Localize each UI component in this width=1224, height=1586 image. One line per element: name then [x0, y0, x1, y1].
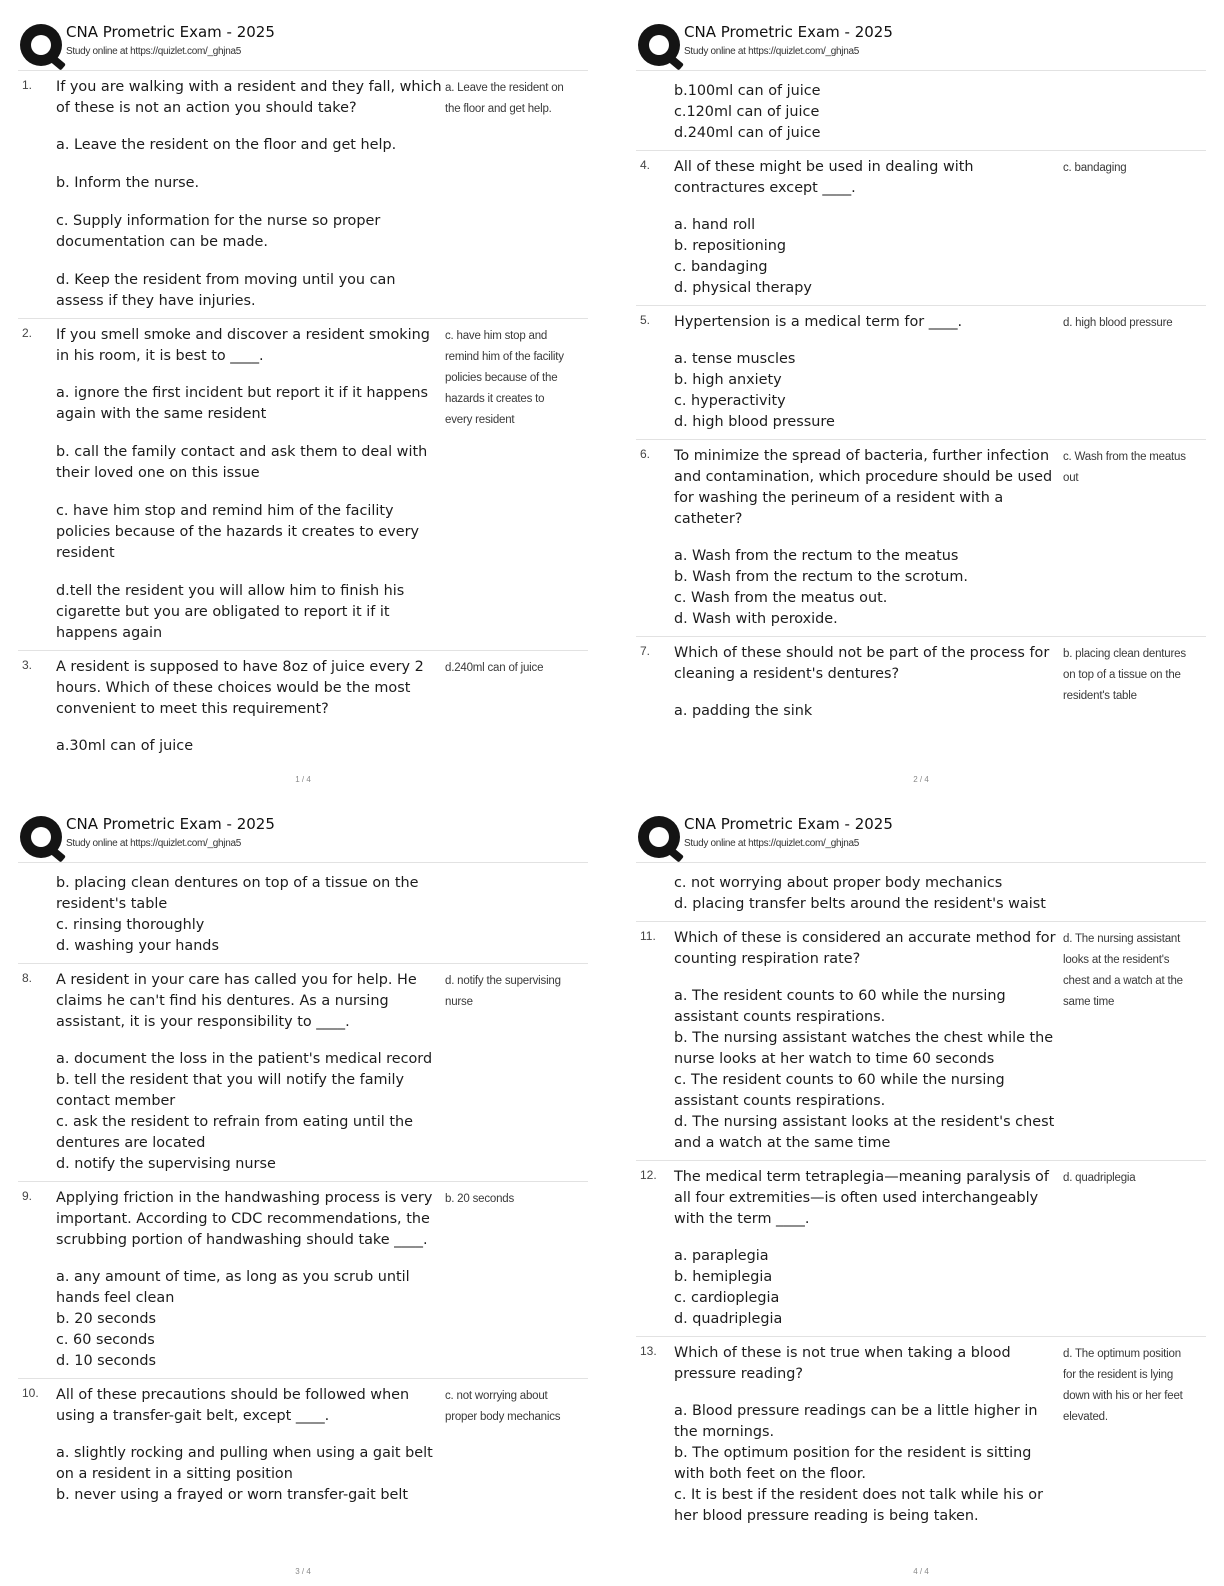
correct-answer: d. quadriplegia	[1063, 1172, 1136, 1184]
correct-answer: c. Wash from the meatus out	[1063, 451, 1186, 484]
answer-option: a. document the loss in the patient's medical record	[56, 1051, 433, 1067]
question-card	[636, 1161, 1206, 1337]
answer-option: b. The nursing assistant watches the chest while the nurse looks at her watch to time 60 seconds	[674, 1030, 1054, 1067]
answer-option: a. padding the sink	[674, 703, 813, 719]
question-number: 2.	[22, 326, 33, 340]
document-page-2	[636, 18, 1224, 794]
page-header	[18, 18, 588, 71]
question-text: If you smell smoke and discover a resident smoking in his room, it is best to ____.	[56, 327, 430, 364]
question-text: Which of these is not true when taking a blood pressure reading?	[674, 1345, 1011, 1382]
question-text: Which of these is considered an accurate method for counting respiration rate?	[674, 930, 1056, 967]
correct-answer: c. have him stop and remind him of the facility policies because of the hazards it creates to every resident	[445, 330, 564, 426]
correct-answer: b. 20 seconds	[445, 1193, 515, 1205]
document-subtitle[interactable]: Study online at https://quizlet.com/_ghjna5	[66, 46, 241, 57]
answer-option: a. ignore the first incident but report it if it happens again with the same resident	[56, 385, 429, 422]
correct-answer: d. The nursing assistant looks at the resident's chest and a watch at the same time	[1063, 933, 1183, 1008]
answer-option: c. hyperactivity	[674, 393, 786, 409]
answer-option: d. physical therapy	[674, 280, 812, 296]
question-continuation	[636, 863, 1206, 922]
question-text: Which of these should not be part of the process for cleaning a resident's dentures?	[674, 645, 1050, 682]
answer-option: c. have him stop and remind him of the facility policies because of the hazards it creates to every resident	[56, 503, 419, 561]
answer-option: c. ask the resident to refrain from eating until the dentures are located	[56, 1114, 413, 1151]
question-text: The medical term tetraplegia—meaning paralysis of all four extremities—is often used interchangeably with the term ____.	[674, 1169, 1049, 1227]
question-text: Hypertension is a medical term for ____.	[674, 314, 963, 330]
answer-option: c. rinsing thoroughly	[56, 917, 205, 933]
question-text: A resident in your care has called you for help. He claims he can't find his dentures. As a nursing assistant, it is your responsibility to ____.	[56, 972, 417, 1030]
answer-option: b. call the family contact and ask them to deal with their loved one on this issue	[56, 444, 428, 481]
answer-option: b. Inform the nurse.	[56, 175, 200, 191]
question-text: All of these might be used in dealing with contractures except ____.	[674, 159, 974, 196]
document-subtitle[interactable]: Study online at https://quizlet.com/_ghjna5	[66, 838, 241, 849]
correct-answer: d. The optimum position for the resident is lying down with his or her feet elevated.	[1063, 1348, 1183, 1423]
question-card	[18, 651, 588, 763]
question-number: 12.	[640, 1168, 657, 1182]
question-card	[18, 1379, 588, 1512]
answer-option: d. Keep the resident from moving until you can assess if they have injuries.	[56, 272, 396, 309]
document-title: CNA Prometric Exam - 2025	[684, 23, 893, 41]
answer-option: d. washing your hands	[56, 938, 219, 954]
question-card	[636, 440, 1206, 637]
answer-option: b. The optimum position for the resident is sitting with both feet on the floor.	[674, 1445, 1032, 1482]
correct-answer: d. notify the supervising nurse	[445, 975, 561, 1008]
answer-option: c. cardioplegia	[674, 1290, 780, 1306]
answer-option: b. placing clean dentures on top of a tissue on the resident's table	[56, 875, 419, 912]
question-card	[18, 1182, 588, 1379]
question-number: 1.	[22, 78, 33, 92]
question-number: 5.	[640, 313, 651, 327]
answer-option: c. It is best if the resident does not talk while his or her blood pressure reading is being taken.	[674, 1487, 1043, 1524]
document-title: CNA Prometric Exam - 2025	[684, 815, 893, 833]
question-number: 4.	[640, 158, 651, 172]
question-number: 3.	[22, 658, 33, 672]
answer-option: b. never using a frayed or worn transfer-gait belt	[56, 1487, 408, 1503]
answer-option: a. Leave the resident on the floor and get help.	[56, 137, 397, 153]
question-card	[636, 922, 1206, 1161]
question-card	[636, 151, 1206, 306]
answer-option: c. not worrying about proper body mechanics	[674, 875, 1003, 891]
answer-option: c. bandaging	[674, 259, 768, 275]
document-title: CNA Prometric Exam - 2025	[66, 815, 275, 833]
answer-option: d.240ml can of juice	[674, 125, 821, 141]
answer-option: a. Blood pressure readings can be a little higher in the mornings.	[674, 1403, 1038, 1440]
correct-answer: d. high blood pressure	[1063, 317, 1173, 329]
document-subtitle[interactable]: Study online at https://quizlet.com/_ghjna5	[684, 838, 859, 849]
question-text: To minimize the spread of bacteria, further infection and contamination, which procedure should be used for washing the perineum of a resident with a catheter?	[674, 448, 1053, 527]
answer-option: c.120ml can of juice	[674, 104, 820, 120]
answer-option: b. Wash from the rectum to the scrotum.	[674, 569, 968, 585]
answer-option: b. 20 seconds	[56, 1311, 156, 1327]
answer-option: b. repositioning	[674, 238, 786, 254]
answer-option: a. tense muscles	[674, 351, 796, 367]
answer-option: d. placing transfer belts around the resident's waist	[674, 896, 1046, 912]
page-number: 4 / 4	[913, 1567, 929, 1576]
document-page-3	[18, 810, 608, 1586]
question-card	[18, 319, 588, 651]
question-continuation	[636, 71, 1206, 151]
question-number: 11.	[640, 929, 656, 943]
page-header	[636, 810, 1206, 863]
question-card	[636, 306, 1206, 440]
correct-answer: c. bandaging	[1063, 162, 1127, 174]
question-text: Applying friction in the handwashing process is very important. According to CDC recommendations, the scrubbing portion of handwashing should take ____.	[56, 1190, 433, 1248]
answer-option: a. any amount of time, as long as you scrub until hands feel clean	[56, 1269, 410, 1306]
answer-option: a.30ml can of juice	[56, 738, 194, 754]
question-number: 10.	[22, 1386, 39, 1400]
question-number: 13.	[640, 1344, 657, 1358]
answer-option: a. Wash from the rectum to the meatus	[674, 548, 959, 564]
answer-option: a. The resident counts to 60 while the nursing assistant counts respirations.	[674, 988, 1006, 1025]
page-number: 3 / 4	[295, 1567, 311, 1576]
page-number: 1 / 4	[295, 775, 311, 784]
quizlet-logo-icon	[638, 816, 680, 858]
question-card	[636, 1337, 1206, 1533]
question-number: 9.	[22, 1189, 33, 1203]
correct-answer: c. not worrying about proper body mechanics	[445, 1390, 561, 1423]
answer-option: d.tell the resident you will allow him to finish his cigarette but you are obligated to report it if it happens again	[56, 583, 405, 641]
quizlet-logo-icon	[638, 24, 680, 66]
question-continuation	[18, 863, 588, 964]
page-header	[18, 810, 588, 863]
correct-answer: d.240ml can of juice	[445, 662, 544, 674]
page-header	[636, 18, 1206, 71]
answer-option: a. hand roll	[674, 217, 756, 233]
answer-option: b. hemiplegia	[674, 1269, 773, 1285]
answer-option: d. quadriplegia	[674, 1311, 783, 1327]
question-text: If you are walking with a resident and they fall, which of these is not an action you should take?	[56, 79, 442, 116]
answer-option: b. tell the resident that you will notify the family contact member	[56, 1072, 405, 1109]
question-card	[18, 964, 588, 1182]
answer-option: d. notify the supervising nurse	[56, 1156, 276, 1172]
answer-option: c. Wash from the meatus out.	[674, 590, 888, 606]
document-page-4	[636, 810, 1224, 1586]
document-subtitle[interactable]: Study online at https://quizlet.com/_ghjna5	[684, 46, 859, 57]
answer-option: a. slightly rocking and pulling when using a gait belt on a resident in a sitting position	[56, 1445, 433, 1482]
page-number: 2 / 4	[913, 775, 929, 784]
answer-option: d. The nursing assistant looks at the resident's chest and a watch at the same time	[674, 1114, 1055, 1151]
question-card	[18, 71, 588, 319]
question-card	[636, 637, 1206, 728]
correct-answer: a. Leave the resident on the floor and get help.	[445, 82, 564, 115]
correct-answer: b. placing clean dentures on top of a tissue on the resident's table	[1063, 648, 1186, 702]
answer-option: b. high anxiety	[674, 372, 782, 388]
answer-option: c. Supply information for the nurse so proper documentation can be made.	[56, 213, 381, 250]
question-text: A resident is supposed to have 8oz of juice every 2 hours. Which of these choices would be the most convenient to meet this requirement?	[56, 659, 424, 717]
question-number: 7.	[640, 644, 651, 658]
answer-option: c. The resident counts to 60 while the nursing assistant counts respirations.	[674, 1072, 1005, 1109]
answer-option: b.100ml can of juice	[674, 83, 821, 99]
answer-option: a. paraplegia	[674, 1248, 769, 1264]
question-number: 8.	[22, 971, 33, 985]
document-page-1	[18, 18, 608, 794]
answer-option: d. Wash with peroxide.	[674, 611, 838, 627]
answer-option: d. high blood pressure	[674, 414, 835, 430]
quizlet-logo-icon	[20, 816, 62, 858]
document-title: CNA Prometric Exam - 2025	[66, 23, 275, 41]
answer-option: d. 10 seconds	[56, 1353, 156, 1369]
quizlet-logo-icon	[20, 24, 62, 66]
question-text: All of these precautions should be followed when using a transfer-gait belt, except ____.	[56, 1387, 410, 1424]
answer-option: c. 60 seconds	[56, 1332, 155, 1348]
question-number: 6.	[640, 447, 651, 461]
